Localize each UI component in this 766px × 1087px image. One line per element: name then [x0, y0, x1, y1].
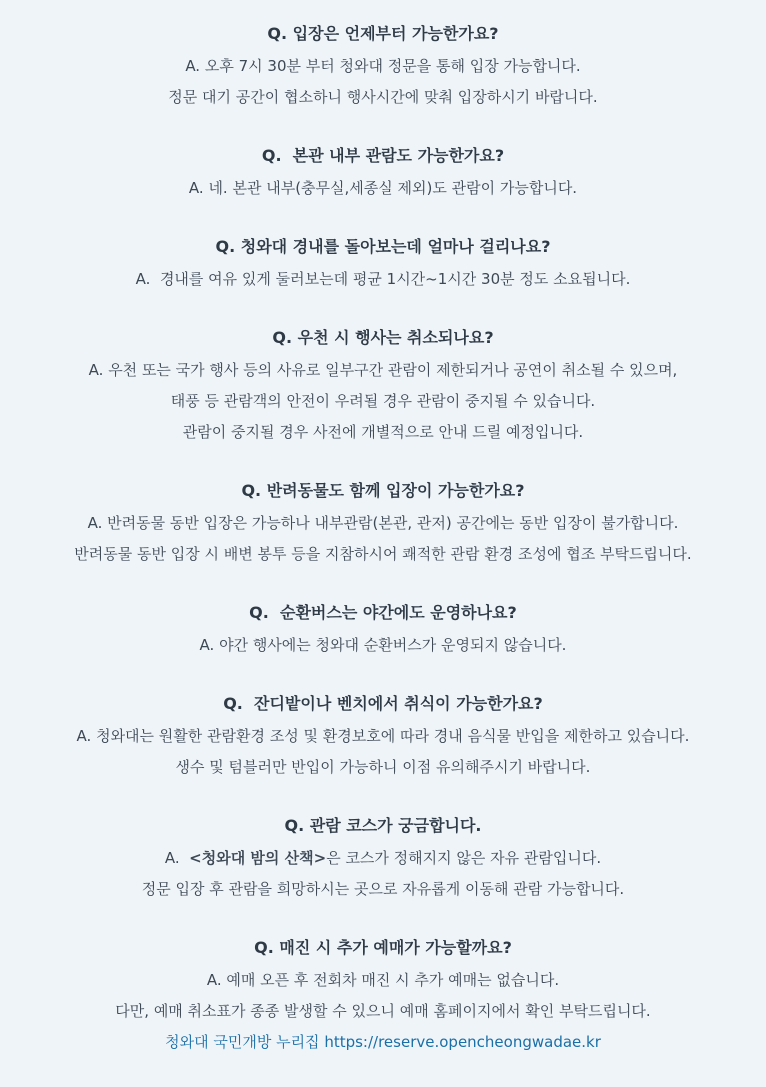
faq-answer-line: A. 경내를 여유 있게 둘러보는데 평균 1시간~1시간 30분 정도 소요됩니다.: [135, 270, 631, 288]
faq-answer-line: 반려동물 동반 입장 시 배변 봉투 등을 지참하시어 쾌적한 관람 환경 조성에 협조 부탁드립니다.: [74, 545, 692, 563]
faq-answer-line: A. 야간 행사에는 청와대 순환버스가 운영되지 않습니다.: [199, 636, 567, 654]
faq-question: Q. 본관 내부 관람도 가능한가요?: [261, 146, 505, 165]
faq-answer-line: 정문 입장 후 관람을 희망하시는 곳으로 자유롭게 이동해 관람 가능합니다.: [141, 880, 625, 898]
faq-question: Q. 순환버스는 야간에도 운영하나요?: [249, 603, 517, 622]
answer-prefix: A.: [164, 849, 190, 867]
faq-item-pets: [0, 477, 766, 570]
faq-answer-line: 태풍 등 관람객의 안전이 우려될 경우 관람이 중지될 수 있습니다.: [170, 392, 596, 410]
reservation-link[interactable]: https://reserve.opencheongwadae.kr: [324, 1033, 601, 1051]
faq-answer-line: A. 반려동물 동반 입장은 가능하나 내부관람(본관, 관저) 공간에는 동반 입장이 불가합니다.: [87, 514, 679, 532]
faq-answer-line: A. 예매 오픈 후 전회차 매진 시 추가 예매는 없습니다.: [206, 971, 560, 989]
faq-question: Q. 매진 시 추가 예매가 가능할까요?: [254, 938, 512, 957]
faq-question: Q. 우천 시 행사는 취소되나요?: [272, 328, 494, 347]
faq-item-rain: [0, 324, 766, 448]
faq-item-shuttle-bus: [0, 599, 766, 661]
program-name: <청와대 밤의 산책>: [189, 849, 327, 867]
faq-question: Q. 관람 코스가 궁금합니다.: [284, 816, 482, 835]
faq-answer-line: A. 네. 본관 내부(충무실,세종실 제외)도 관람이 가능합니다.: [188, 179, 578, 197]
faq-item-entry-time: [0, 20, 766, 113]
faq-question: Q. 청와대 경내를 돌아보는데 얼마나 걸리나요?: [215, 237, 551, 256]
faq-answer-line: A. 청와대는 원활한 관람환경 조성 및 환경보호에 따라 경내 음식물 반입을 제한하고 있습니다.: [76, 727, 690, 745]
faq-answer-line: 정문 대기 공간이 협소하니 행사시간에 맞춰 입장하시기 바랍니다.: [168, 88, 598, 106]
faq-answer-line: 관람이 중지될 경우 사전에 개별적으로 안내 드릴 예정입니다.: [182, 423, 584, 441]
faq-item-duration: [0, 233, 766, 295]
faq-item-sold-out: [0, 934, 766, 1058]
faq-answer-line: 생수 및 텀블러만 반입이 가능하니 이점 유의해주시기 바랍니다.: [175, 758, 591, 776]
faq-question: Q. 잔디밭이나 벤치에서 취식이 가능한가요?: [223, 694, 543, 713]
faq-answer-line: 다만, 예매 취소표가 종종 발생할 수 있으니 예매 홈페이지에서 확인 부탁드립니다.: [115, 1002, 651, 1020]
faq-question: Q. 반려동물도 함께 입장이 가능한가요?: [241, 481, 525, 500]
answer-rest: 은 코스가 정해지지 않은 자유 관람입니다.: [326, 849, 602, 867]
faq-question: Q. 입장은 언제부터 가능한가요?: [267, 24, 499, 43]
reservation-link-line: [0, 1027, 766, 1058]
faq-item-food: [0, 690, 766, 783]
faq-item-main-building: [0, 142, 766, 204]
faq-item-course: [0, 812, 766, 905]
faq-answer-line: [0, 843, 766, 874]
faq-answer-line: A. 우천 또는 국가 행사 등의 사유로 일부구간 관람이 제한되거나 공연이 취소될 수 있으며,: [88, 361, 678, 379]
faq-answer-line: A. 오후 7시 30분 부터 청와대 정문을 통해 입장 가능합니다.: [185, 57, 581, 75]
reservation-site-label: 청와대 국민개방 누리집: [165, 1033, 320, 1051]
